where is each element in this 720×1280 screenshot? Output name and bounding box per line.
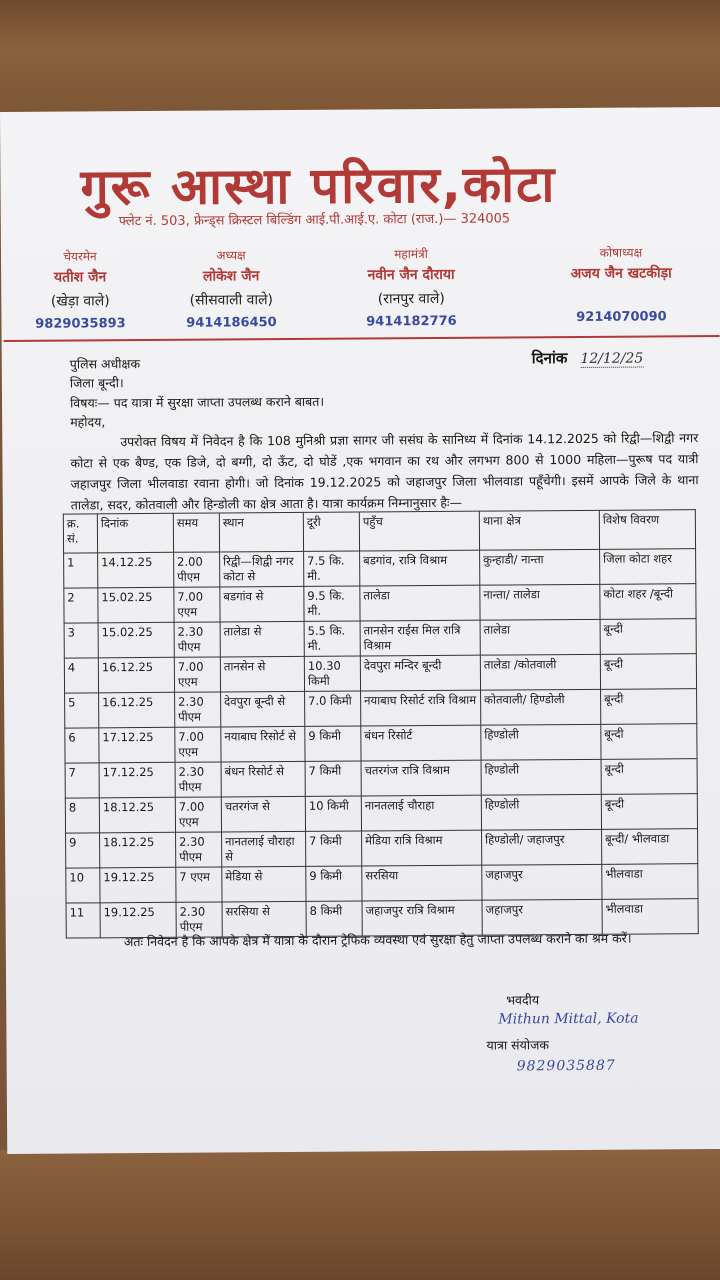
officer-president [156, 246, 307, 331]
recipient-line-2: जिला बून्दी। [69, 375, 124, 391]
wood-background-bottom [0, 1150, 720, 1280]
officer-treasurer [541, 243, 702, 325]
officer-name: अजय जैन खटकीड़ा [570, 265, 672, 283]
table-row [64, 654, 696, 693]
col-header-arrival: पहुँच [359, 511, 479, 551]
cell-police-area: जहाजपुर [482, 864, 602, 900]
cell-date: 16.12.25 [99, 692, 175, 728]
org-title: गुरू आस्था परिवार,कोटा [80, 155, 557, 217]
cell-remarks: बून्दी [601, 794, 697, 830]
cell-distance: 7.5 कि. मी. [304, 551, 360, 586]
yours-faithfully: भवदीय [506, 992, 540, 1008]
cell-arrival: मेडिया रात्रि विश्राम [362, 830, 482, 866]
cell-arrival: बडगांव, रात्रि विश्राम [360, 550, 480, 586]
col-header-distance: दूरी [303, 512, 359, 551]
cell-place: बडगांव से [220, 586, 304, 622]
cell-distance: 5.5 कि. मी. [304, 621, 360, 656]
cell-time: 2.30 पीएम [174, 622, 220, 657]
col-header-date: दिनांक [97, 513, 173, 553]
cell-remarks: भीलवाडा [602, 899, 698, 935]
cell-time: 7.00 एएम [175, 797, 221, 832]
officer-name: लोकेश जैन [202, 268, 260, 285]
cell-police-area: जहाजपुर [482, 899, 602, 935]
officer-name: नवीन जैन दौराया [367, 266, 455, 284]
cell-place: चतरगंज से [221, 796, 305, 832]
cell-police-area: नान्ता/ तालेडा [480, 584, 600, 620]
cell-distance: 7.0 किमी [305, 691, 361, 726]
date-block [532, 348, 644, 369]
cell-date: 15.02.25 [98, 587, 174, 623]
cell-remarks: बून्दी [601, 759, 697, 795]
schedule-table [63, 509, 699, 938]
cell-remarks: कोटा शहर /बून्दी [600, 584, 696, 620]
cell-serial: 9 [66, 833, 100, 868]
cell-arrival: सरसिया [362, 865, 482, 901]
table-row [65, 689, 697, 728]
table-row [65, 724, 697, 763]
cell-time: 2.30 पीएम [175, 692, 221, 727]
signature: Mithun Mittal, Kota [498, 1010, 639, 1028]
cell-distance: 8 किमी [306, 901, 362, 936]
cell-arrival: तालेडा [360, 585, 480, 621]
cell-date: 15.02.25 [98, 622, 174, 658]
cell-place: नयाबाघ रिसोर्ट से [221, 726, 305, 762]
cell-time: 7.00 एएम [174, 587, 220, 622]
cell-remarks: जिला कोटा शहर [600, 549, 696, 585]
cell-place: देवपुरा बून्दी से [221, 691, 305, 727]
col-header-police-area: थाना क्षेत्र [479, 510, 599, 550]
cell-serial: 6 [65, 728, 99, 763]
cell-time: 2.00 पीएम [174, 552, 220, 587]
col-header-remarks: विशेष विवरण [599, 510, 695, 550]
cell-date: 16.12.25 [98, 657, 174, 693]
signatory-phone: 9829035887 [516, 1057, 616, 1075]
col-header-serial: क्र. सं. [63, 514, 97, 553]
table-row [65, 794, 697, 833]
officer-phone: 9214070090 [576, 309, 667, 325]
cell-distance: 9 किमी [305, 726, 361, 761]
table-row [66, 829, 698, 868]
table-row [64, 619, 696, 658]
cell-distance: 10.30 किमी [304, 656, 360, 691]
officer-designation: चेयरमेन [63, 249, 97, 264]
date-value: 12/12/25 [580, 350, 644, 367]
cell-date: 17.12.25 [99, 762, 175, 798]
cell-arrival: देवपुरा मन्दिर बून्दी [360, 655, 480, 691]
cell-place: रिद्वी—शिद्वी नगर कोटा से [220, 551, 304, 587]
cell-place: नानतलाई चौराहा से [222, 831, 306, 867]
cell-remarks: भीलवाडा [602, 864, 698, 900]
officer-designation: कोषाध्यक्ष [599, 245, 643, 260]
cell-place: मेडिया से [222, 866, 306, 902]
org-address: फ्लेट नं. 503, फ्रेन्ड्स क्रिस्टल बिल्डिंग आई.पी.आई.ए. कोटा (राज.)— 324005 [118, 211, 511, 230]
cell-remarks: बून्दी [601, 689, 697, 725]
cell-date: 14.12.25 [98, 552, 174, 588]
cell-distance: 7 किमी [305, 761, 361, 796]
cell-serial: 11 [66, 903, 100, 938]
officer-designation: महामंत्री [394, 247, 428, 262]
cell-date: 17.12.25 [99, 727, 175, 763]
subject-line: विषयः— पद यात्रा में सुरक्षा जाप्ता उपलब्ध कराने बाबत। [69, 393, 325, 411]
officer-chairman [5, 247, 156, 332]
cell-police-area: हिण्डोली/ जहाजपुर [482, 829, 602, 865]
cell-serial: 8 [65, 798, 99, 833]
schedule-table-body [64, 549, 699, 938]
cell-distance: 10 किमी [305, 796, 361, 831]
officer-general-secretary [331, 245, 492, 330]
cell-place: सरसिया से [222, 901, 306, 937]
col-header-time: समय [173, 513, 219, 552]
cell-serial: 4 [64, 658, 98, 693]
signatory-role: यात्रा संयोजक [486, 1037, 549, 1053]
cell-serial: 2 [64, 588, 98, 623]
cell-serial: 7 [65, 763, 99, 798]
cell-police-area: कुन्हाडी/ नान्ता [480, 549, 600, 585]
officer-phone: 9829035893 [35, 316, 126, 332]
letter-paper [0, 107, 720, 1154]
date-label: दिनांक [531, 349, 568, 368]
table-header-row [63, 510, 695, 553]
cell-time: 7.00 एएम [174, 657, 220, 692]
cell-serial: 1 [64, 553, 98, 588]
table-row [64, 584, 696, 623]
cell-distance: 9 किमी [306, 866, 362, 901]
cell-place: तानसेन से [220, 656, 304, 692]
cell-serial: 5 [65, 693, 99, 728]
col-header-place: स्थान [219, 512, 303, 552]
cell-time: 7.00 एएम [175, 727, 221, 762]
officer-phone: 9414186450 [186, 315, 277, 331]
cell-arrival: नयाबाघ रिसोर्ट रात्रि विश्राम [361, 690, 481, 726]
cell-place: तालेडा से [220, 621, 304, 657]
officer-designation: अध्यक्ष [216, 248, 246, 263]
cell-serial: 3 [64, 623, 98, 658]
letter-body: उपरोक्त विषय में निवेदन है कि 108 मुनिश्री प्रज्ञा सागर जी ससंघ के सानिध्य में दिनांक 14.12.2025 को रिद्वी—शिद्वी नगर कोटा से एक बैण्ड, एक डिजे, दो बग्गी, दो ऊँट, दो घोडें ,एक भगवान का रथ और लगभग 800 से 1000 महिला—पुरूष पद यात्री जहाजपुर जिला भीलवाडा रवाना होगी। जो दिनांक 19.12.2025 को जहाजपुर जिला भीलवाडा पहूँचेगी। इसमें आपके जिले के थाना तालेडा, सदर, कोतवाली और हिन्डोली का क्षेत्र आता है। यात्रा कार्यक्रम निम्नानुसार हैः— [70, 430, 699, 513]
cell-police-area: हिण्डोली [481, 724, 601, 760]
cell-time: 7 एएम [176, 867, 222, 902]
cell-police-area: तालेडा /कोतवाली [480, 654, 600, 690]
cell-remarks: बून्दी/ भीलवाडा [602, 829, 698, 865]
table-row [64, 549, 696, 588]
cell-arrival: चतरगंज रात्रि विश्राम [361, 760, 481, 796]
cell-place: बंधन रिसोर्ट से [221, 761, 305, 797]
officer-native: (सीसवाली वाले) [189, 292, 274, 309]
closing-paragraph: अतः निवेदन है कि आपके क्षेत्र में यात्रा के दौरान ट्रेफिक व्यवस्था एवं सुरक्षा हेतु जाप्ता उपलब्ध कराने का श्रम करें। [123, 930, 632, 950]
cell-date: 18.12.25 [100, 832, 176, 868]
cell-date: 19.12.25 [100, 867, 176, 903]
cell-arrival: नानतलाई चौराहा [361, 795, 481, 831]
cell-remarks: बून्दी [600, 654, 696, 690]
cell-distance: 7 किमी [306, 831, 362, 866]
header-divider [4, 335, 720, 342]
cell-arrival: जहाजपुर रात्रि विश्राम [362, 900, 482, 936]
cell-serial: 10 [66, 868, 100, 903]
cell-distance: 9.5 कि. मी. [304, 586, 360, 621]
cell-arrival: बंधन रिसोर्ट [361, 725, 481, 761]
officer-native: (रानपुर वाले) [377, 290, 445, 308]
officer-phone: 9414182776 [366, 313, 457, 330]
cell-time: 2.30 पीएम [176, 832, 222, 867]
cell-date: 19.12.25 [100, 902, 176, 938]
cell-arrival: तानसेन राईस मिल रात्रि विश्राम [360, 620, 480, 656]
table-row [66, 864, 698, 903]
cell-police-area: तालेडा [480, 619, 600, 655]
salutation: महोदय, [70, 414, 106, 430]
wood-background-top [0, 0, 720, 120]
officer-name: यतीश जैन [53, 269, 107, 286]
cell-time: 2.30 पीएम [175, 762, 221, 797]
cell-police-area: हिण्डोली [481, 759, 601, 795]
cell-remarks: बून्दी [601, 724, 697, 760]
cell-police-area: कोतवाली/ हिण्डोली [481, 689, 601, 725]
cell-remarks: बून्दी [600, 619, 696, 655]
cell-time: 2.30 पीएम [176, 902, 222, 937]
cell-date: 18.12.25 [99, 797, 175, 833]
officer-native: (खेड़ा वाले) [50, 293, 110, 310]
recipient-line-1: पुलिस अधीक्षक [69, 356, 141, 372]
table-row [65, 759, 697, 798]
cell-police-area: हिण्डोली [481, 794, 601, 830]
